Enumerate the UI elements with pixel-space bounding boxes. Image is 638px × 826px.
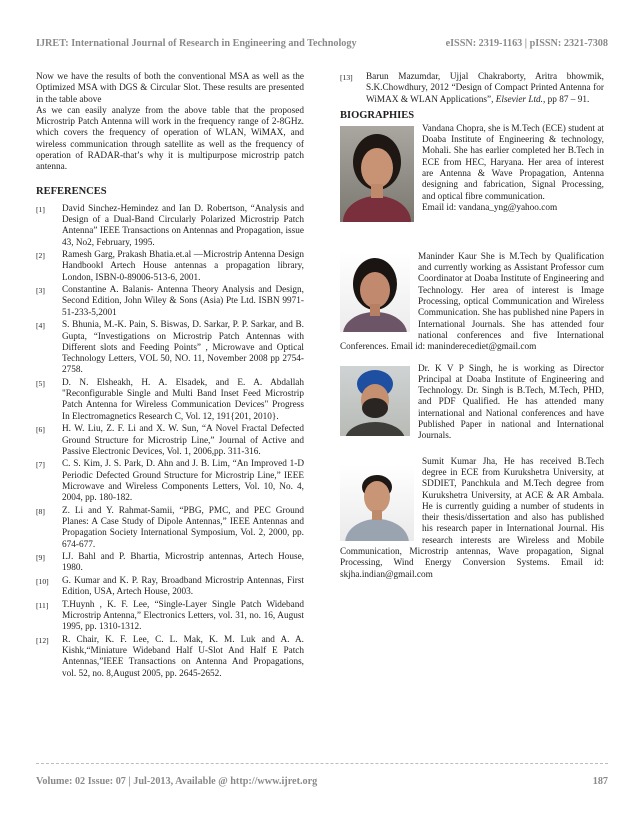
reference-text: S. Bhunia, M.-K. Pain, S. Biswas, D. Sarkar, P. P. Sarkar, and B. Gupta, “Investigations on Microstrip Patch Antennas with Different slots and Feeding Points” , Microwave and Optical Technology Letters, VOL 50, NO. 11, November 2008 pp 2754-2758. [62, 320, 304, 376]
intro-paragraph-2: As we can easily analyze from the above table that the proposed Microstrip Patch Antenna will work in the frequency range of 2-8GHz. which covers the frequency of operation of WLAN, WiMAX, and wireless communication through satellite as well as the frequency of operation of RADAR-that’s why it is multipurpose microstrip patch antenna. [36, 105, 304, 173]
reference-number: [11] [36, 600, 49, 610]
reference-text: H. W. Liu, Z. F. Li and X. W. Sun, “A Novel Fractal Defected Ground Structure for Microstrip Line,” Journal of Active and Passive Electronic Devices, Vol. 1, 2006,pp. 311-316. [62, 424, 304, 457]
reference-number: [6] [36, 425, 45, 435]
reference-text: T.Huynh , K. F. Lee, “Single-Layer Single Patch Wideband Microstrip Antenna,” Electronics Letters, vol. 31, no. 16, August 1995, pp. 1310-1312. [62, 599, 304, 633]
reference-text: R. Chair, K. F. Lee, C. L. Mak, K. M. Luk and A. A. Kishk,“Miniature Wideband Half U-Slot And Half E Patch Antennas,”IEEE Transactions on Antenna And Propagations, vol. 52, no. 8,August 2005, pp. 2645-2652. [62, 634, 304, 679]
biography-vandana-chopra [340, 124, 604, 244]
reference-item [36, 285, 304, 319]
right-column [340, 72, 604, 581]
reference-text: I.J. Bahl and P. Bhartia, Microstrip antennas, Artech House, 1980. [62, 552, 304, 574]
reference-text: Constantine A. Balanis- Antenna Theory Analysis and Design, Second Edition, John Wiley & Sons (Asia) Pte Ltd. ISBN 9971-51-233-5,2001 [62, 285, 304, 318]
reference-text: C. S. Kim, J. S. Park, D. Ahn and J. B. Lim, “An Improved 1-D Periodic Defected Ground Structure for Microstrip Line,” IEEE Microwave and Wireless Components Letters, Vol. 10, No. 4, 2004, pp. 180-182. [62, 459, 304, 504]
reference-text: Ramesh Garg, Prakash Bhatia.et.al ―Microstrip Antenna Design Handbookǁ Artech House antennas a propagation library, London, ISBN-0-89006-513-6, 2001. [62, 250, 304, 283]
reference-item [36, 552, 304, 575]
reference-item [36, 600, 304, 634]
reference-number: [7] [36, 460, 45, 470]
references-heading: REFERENCES [36, 185, 107, 197]
author-photo [340, 366, 410, 436]
intro-paragraph-1: Now we have the results of both the conventional MSA as well as the Optimized MSA with DGS & Circular Slot. These results are presented in the table above [36, 72, 304, 105]
author-photo [340, 465, 414, 541]
reference-item [36, 250, 304, 284]
reference-item [36, 424, 304, 458]
reference-number: [3] [36, 286, 45, 296]
reference-number: [1] [36, 204, 45, 214]
reference-text: Z. Li and Y. Rahmat-Samii, “PBG, PMC, and PEC Ground Planes: A Case Study of Dipole Antennas,” IEEE Antennas and Propagation Society International Symposium, Vol. 2, 2000, pp. 674-677. [62, 505, 304, 550]
reference-number: [4] [36, 321, 45, 331]
reference-number: [10] [36, 576, 49, 586]
biography-maninder-kaur [340, 252, 604, 354]
running-footer [36, 776, 608, 787]
footer-divider [36, 763, 608, 764]
reference-text: G. Kumar and K. P. Ray, Broadband Microstrip Antennas, First Edition, USA, Artech House, 2003. [62, 575, 304, 598]
reference-number: [5] [36, 378, 45, 388]
reference-item [340, 72, 604, 106]
reference-item [36, 576, 304, 599]
biography-text: Vandana Chopra, she is M.Tech (ECE) student at Doaba Institute of Engineering & technology, Mohali. She has earlier completed her B.Tech in ECE from HEC, Haryana. Her area of interest are Antenna & Wave Propagation, Antenna designing and fabrication, Signal Processing, and optical fibre communication. [422, 123, 604, 202]
volume-issue-line: Volume: 02 Issue: 07 | Jul-2013, Available @ http://www.ijret.org [36, 776, 318, 787]
page-number: 187 [592, 776, 608, 787]
author-photo [340, 126, 414, 222]
reference-item [36, 506, 304, 551]
reference-item [36, 320, 304, 376]
biography-text: Dr. K V P Singh, he is working as Director Principal at Doaba Institute of Engineering and Technology. Dr. Singh is B.Tech, M.Tech, PHD, and PDF Qualified. He has attended many international and National conferences and have Published Paper in national and International Journals. [418, 363, 604, 442]
biography-text: Sumit Kumar Jha, He has received B.Tech degree in ECE from Kurukshetra University, at SDDIET, Panchkula and M.Tech degree from Kurukshetra University, at ACE & AR Ambala. He is currently guiding a number of students in their thesis/dissertation and also has published his research paper in International Journal. His research interests are Wireless and Mobile Communication, Microstrip antennas, Wave propagation, Signal Processing, Wind Energy Conversion Systems. Email id: skjha.indian@gmail.com [340, 456, 604, 580]
reference-13-main: Barun Mazumdar, Ujjal Chakraborty, Aritra bhowmik, S.K.Chowdhury, 2012 “Design of Compact Printed Antenna for WiMAX & WLAN Applications”, [366, 72, 604, 105]
biography-sumit-kumar-jha [340, 457, 604, 581]
reference-number: [2] [36, 251, 45, 261]
reference-item [36, 378, 304, 423]
journal-title: IJRET: International Journal of Research in Engineering and Technology [36, 38, 357, 49]
running-header [36, 38, 608, 49]
reference-item [36, 635, 304, 680]
reference-list [36, 204, 304, 680]
reference-number: [12] [36, 635, 49, 645]
biography-email: Email id: vandana_yng@yahoo.com [422, 202, 558, 213]
biographies-heading: BIOGRAPHIES [340, 109, 415, 121]
biography-kvp-singh [340, 364, 604, 443]
reference-13-pages: pp 87 – 91. [545, 94, 590, 105]
reference-text: D. N. Elsheakh, H. A. Elsadek, and E. A. Abdallah "Reconfigurable Single and Multi Band Inset Feed Microstrip Patch Antenna for Wireless Communication Devices" Progress In Electromagnetics Research C, Vol. 12, 191{201, 2010}. [62, 377, 304, 422]
reference-number: [8] [36, 506, 45, 516]
author-photo [340, 252, 410, 332]
reference-item [36, 459, 304, 504]
reference-text: David Sinchez-Hemindez and Ian D. Robertson, “Analysis and Design of a Dual-Band Circularly Polarized Microstrip Patch Antenna” IEEE Transactions on Antennas and Propagation, issue 43, No2, February, 1995. [62, 203, 304, 248]
reference-number: [13] [340, 73, 353, 82]
biography-text: Maninder Kaur She is M.Tech by Qualification and currently working as Assistant Professor cum Coordinator at Doaba Institute of Engineering and Technology. Her area of interest is Image Processing, optical Communication and Wireless Communication. She has published nine Papers in International Journals. She has attended four national conferences and five International Conferences. Email id: maninderecediet@gmail.com [340, 251, 604, 353]
left-column [36, 72, 304, 681]
reference-text [366, 72, 604, 106]
issn-line: eISSN: 2319-1163 | pISSN: 2321-7308 [445, 38, 608, 49]
reference-item [36, 204, 304, 249]
reference-number: [9] [36, 553, 45, 563]
reference-13-publisher: Elsevier Ltd., [495, 94, 546, 105]
